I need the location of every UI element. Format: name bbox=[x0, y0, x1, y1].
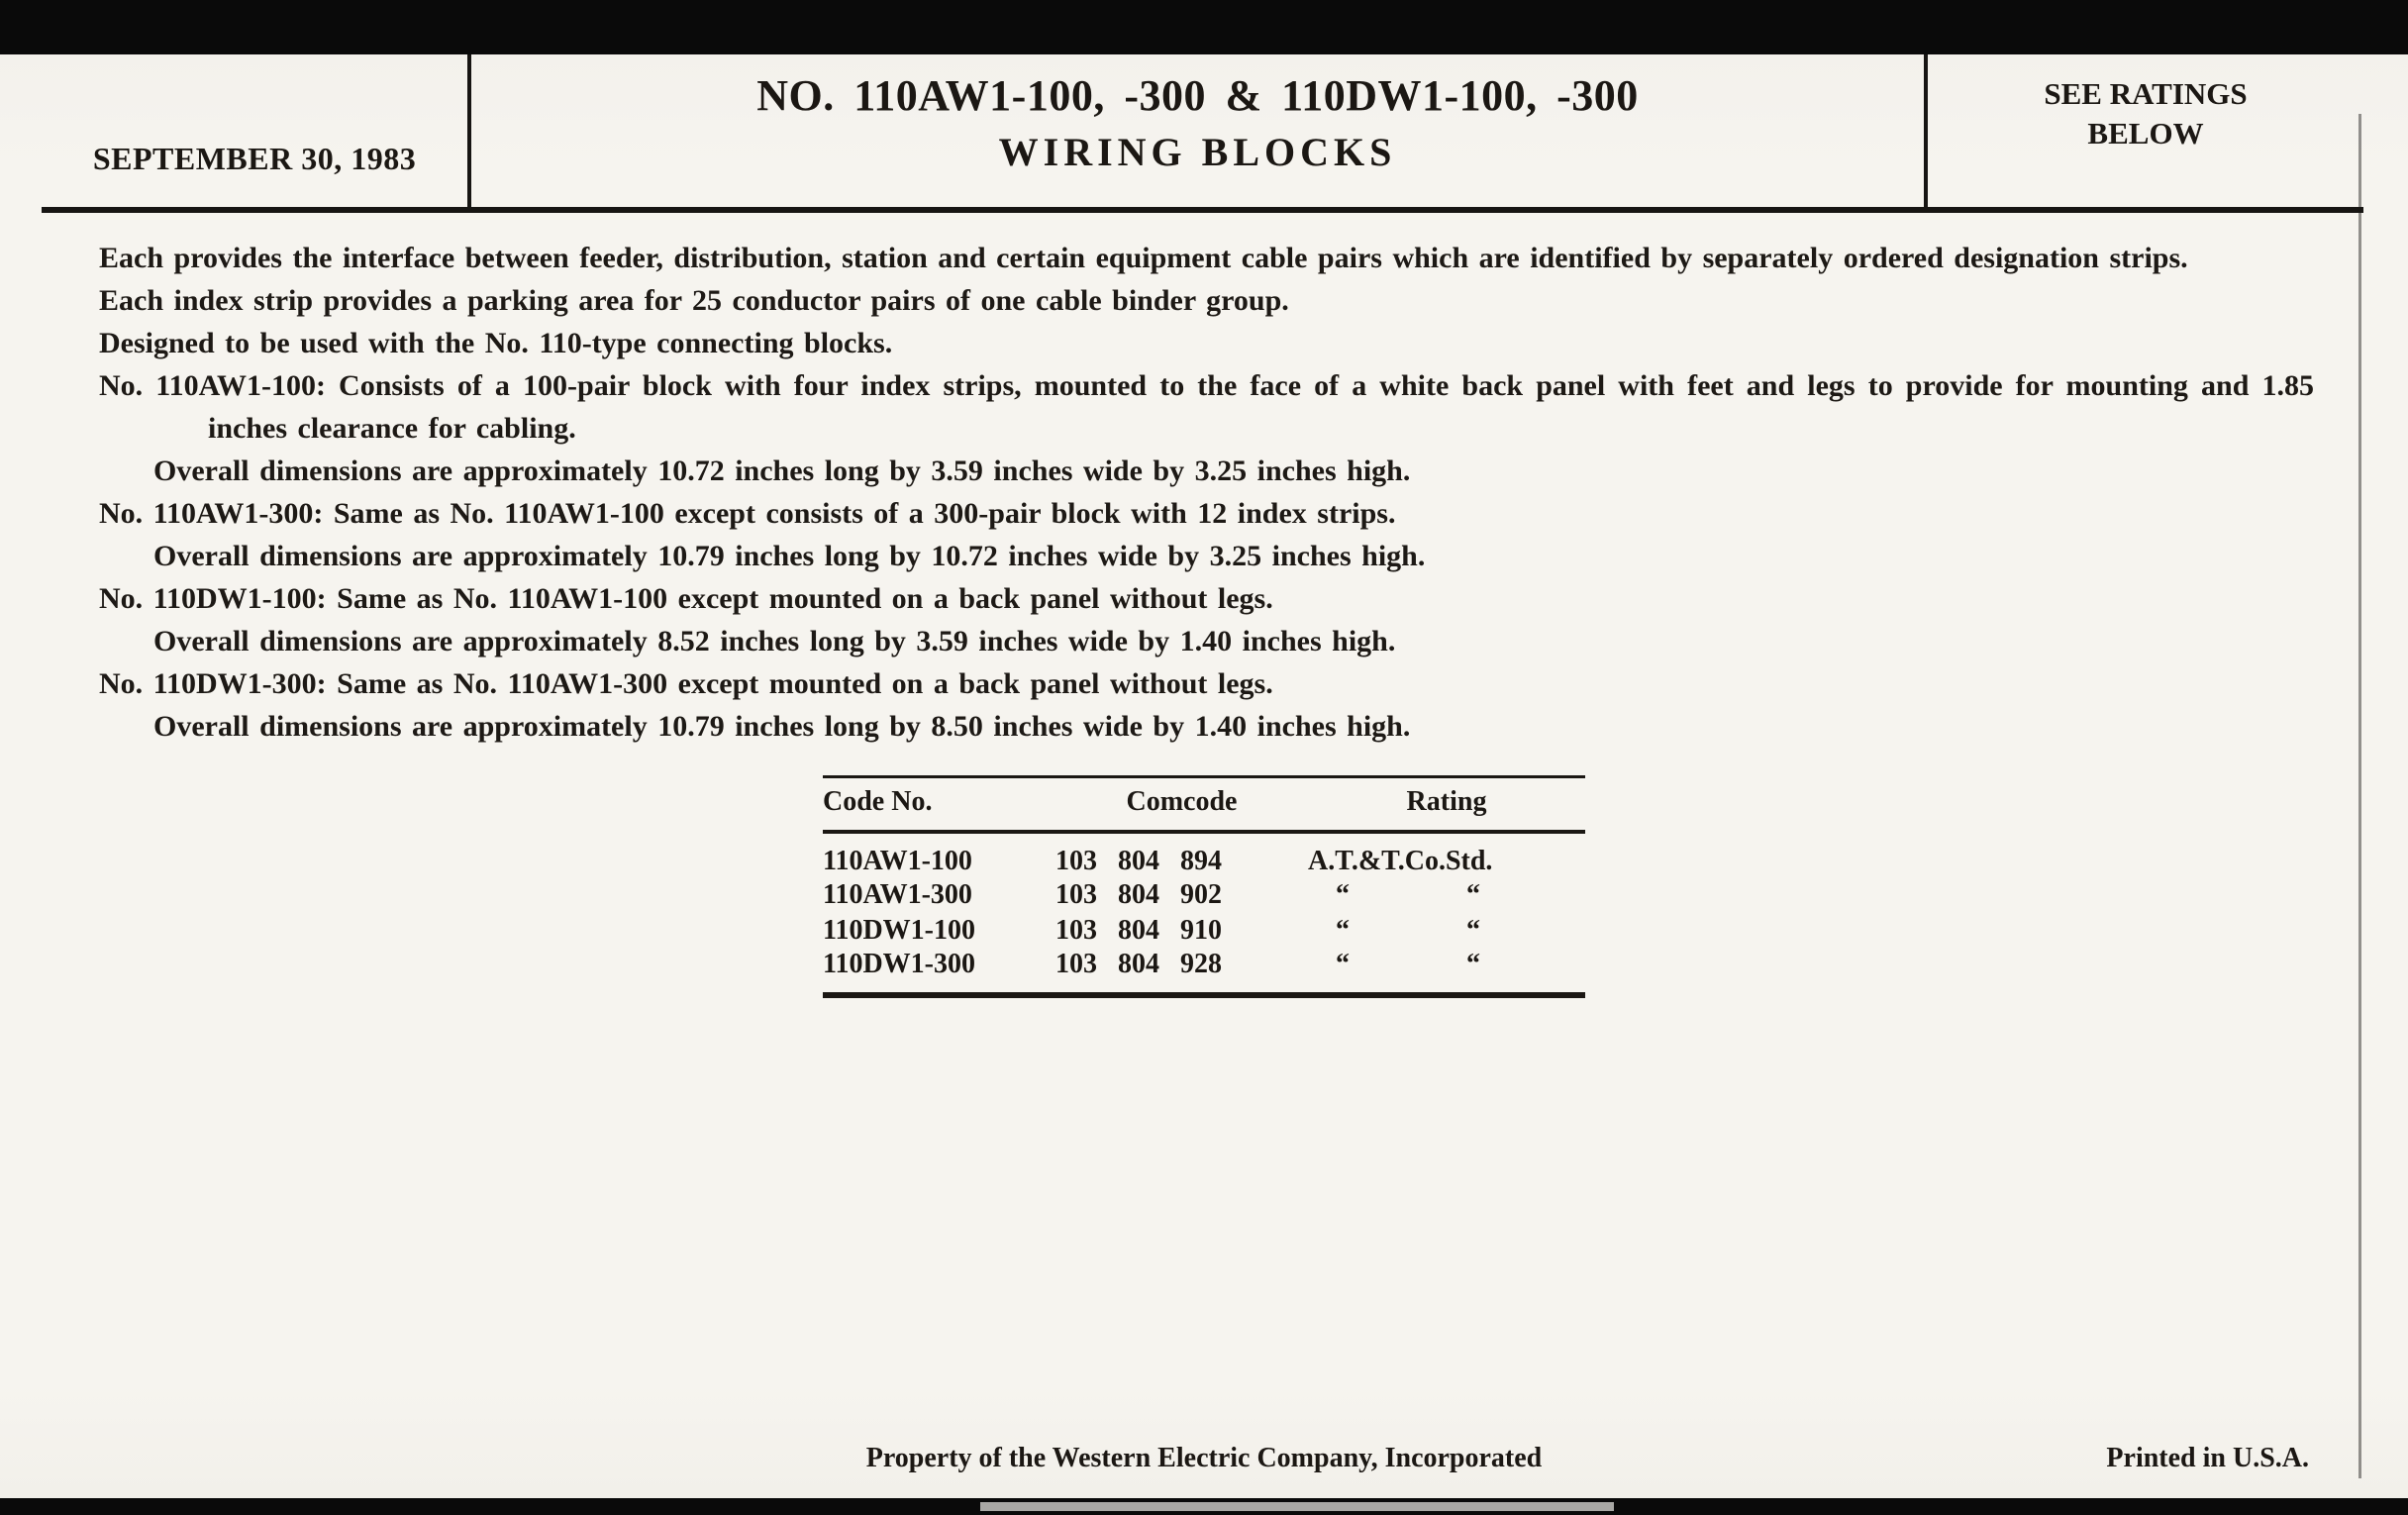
paragraph: No. 110DW1-300: Same as No. 110AW1-300 except mounted on a back panel without legs. bbox=[99, 667, 1273, 700]
cell-comcode: 103 804 902 bbox=[1055, 879, 1222, 910]
paragraph: Overall dimensions are approximately 10.79 inches long by 10.72 inches wide by 3.25 inches high. bbox=[153, 540, 1426, 572]
table-row bbox=[823, 949, 1585, 995]
ratings-table-head bbox=[823, 777, 1585, 833]
cell-rating: A.T.&T.Co.Std. bbox=[1308, 846, 1493, 876]
body-paragraphs bbox=[0, 213, 2408, 748]
cell-comcode: 103 804 894 bbox=[1055, 846, 1222, 876]
ratings-note-line2: BELOW bbox=[2087, 116, 2204, 151]
ratings-table bbox=[823, 775, 1585, 998]
cell-code: 110AW1-300 bbox=[823, 879, 972, 910]
cell-comcode: 103 804 910 bbox=[1055, 915, 1222, 946]
paragraph: Overall dimensions are approximately 8.52 inches long by 3.59 inches wide by 1.40 inches high. bbox=[153, 625, 1396, 657]
table-header-row bbox=[823, 777, 1585, 833]
ditto-mark: “ bbox=[1336, 949, 1350, 979]
document-paper bbox=[0, 54, 2408, 1498]
cell-rating bbox=[1308, 949, 1585, 995]
ditto-mark: “ bbox=[1466, 949, 1480, 979]
header-date-cell bbox=[42, 54, 467, 207]
cell-rating bbox=[1308, 913, 1585, 949]
table-row bbox=[823, 877, 1585, 913]
cell-code: 110DW1-100 bbox=[823, 915, 975, 946]
paragraph: Designed to be used with the No. 110-type connecting blocks. bbox=[99, 327, 893, 359]
ratings-table-wrap bbox=[823, 775, 1585, 998]
document-date: SEPTEMBER 30, 1983 bbox=[92, 141, 417, 176]
ditto-mark: “ bbox=[1336, 915, 1350, 946]
header-title-cell bbox=[467, 54, 1928, 207]
col-header-comcode: Comcode bbox=[1126, 786, 1238, 817]
paragraph: No. 110AW1-300: Same as No. 110AW1-100 except consists of a 300-pair block with 12 index strips. bbox=[99, 497, 1396, 530]
ditto-mark: “ bbox=[1336, 879, 1350, 910]
col-header-rating: Rating bbox=[1406, 786, 1487, 817]
paragraph: Each provides the interface between feeder, distribution, station and certain equipment cable pairs which are identified by separately ordered designation strips. bbox=[99, 242, 2188, 274]
document-title-line1: NO. 110AW1-100, -300 & 110DW1-100, -300 bbox=[756, 71, 1639, 120]
scan-bottom-artifact bbox=[980, 1502, 1614, 1511]
document-title-line2: WIRING BLOCKS bbox=[998, 130, 1397, 174]
paragraph: Overall dimensions are approximately 10.79 inches long by 8.50 inches wide by 1.40 inches high. bbox=[153, 710, 1411, 743]
ditto-mark: “ bbox=[1466, 879, 1480, 910]
header-ratings-note-cell bbox=[1928, 54, 2363, 207]
ditto-mark: “ bbox=[1466, 915, 1480, 946]
footer-printed-notice: Printed in U.S.A. bbox=[2106, 1443, 2309, 1473]
cell-code: 110DW1-300 bbox=[823, 949, 975, 979]
footer-property-notice: Property of the Western Electric Company, Incorporated bbox=[865, 1443, 1543, 1473]
cell-comcode: 103 804 928 bbox=[1055, 949, 1222, 979]
paragraph: No. 110AW1-100: Consists of a 100-pair block with four index strips, mounted to the face of a white back panel with feet and legs to provide for mounting and 1.85 inches clearance for cabling. bbox=[99, 369, 2314, 445]
document-header bbox=[42, 54, 2363, 213]
table-row bbox=[823, 913, 1585, 949]
col-header-code: Code No. bbox=[823, 786, 933, 817]
ratings-table-rows bbox=[823, 832, 1585, 995]
table-row bbox=[823, 832, 1585, 877]
cell-code: 110AW1-100 bbox=[823, 846, 972, 876]
scan-edge-line bbox=[2358, 114, 2361, 1478]
paragraph: Overall dimensions are approximately 10.72 inches long by 3.59 inches wide by 3.25 inches high. bbox=[153, 454, 1411, 487]
ratings-note-line1: SEE RATINGS bbox=[2044, 76, 2248, 111]
paragraph: No. 110DW1-100: Same as No. 110AW1-100 except mounted on a back panel without legs. bbox=[99, 582, 1273, 615]
cell-rating bbox=[1308, 877, 1585, 913]
paragraph: Each index strip provides a parking area for 25 conductor pairs of one cable binder group. bbox=[99, 284, 1289, 317]
